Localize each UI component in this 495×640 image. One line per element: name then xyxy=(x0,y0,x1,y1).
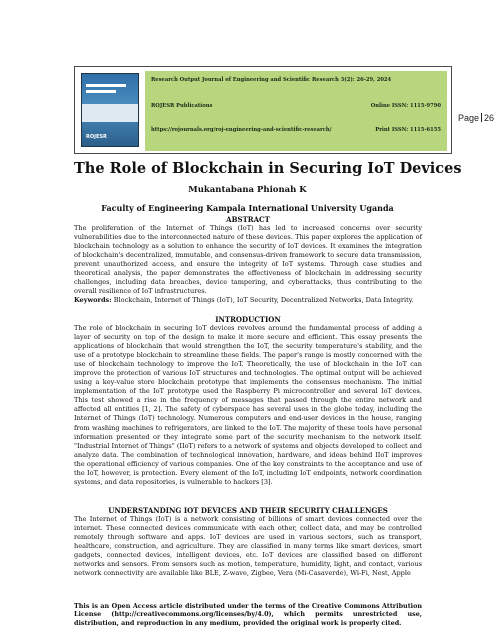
journal-url[interactable]: https://rojournals.org/roj-engineering-and-scientific-research/ xyxy=(151,127,332,133)
keywords-line xyxy=(74,296,422,305)
header-frame xyxy=(74,66,452,154)
abstract-text: The proliferation of the Internet of Things (IoT) has led to increased concerns over security vulnerabilities due to the interconnected nature of these devices. This paper explores the application of blockchain technology as a solution to enhance the security of IoT devices. It examines the integration of blockchain's decentralized, immutable, and consensus-driven framework to secure data transmission, prevent unauthorized access, and ensure the integrity of IoT systems. Through case studies and theoretical analysis, the paper demonstrates the effectiveness of blockchain in addressing security challenges, including data breaches, device tampering, and cyberattacks, thus contributing to the overall resilience of IoT infrastructures. xyxy=(74,224,422,296)
introduction-heading: INTRODUCTION xyxy=(215,315,281,324)
author-affiliation: Faculty of Engineering Kampala International University Uganda xyxy=(101,203,394,213)
cover-band xyxy=(82,104,138,122)
section-heading-iot-security: UNDERSTANDING IOT DEVICES AND THEIR SECURITY CHALLENGES xyxy=(108,506,388,515)
cover-logo: ROJESR xyxy=(86,134,107,140)
cover-strip xyxy=(86,90,116,93)
print-issn: Print ISSN: 1115-6155 xyxy=(375,127,441,133)
publisher-name: ROJESR Publications xyxy=(151,103,213,109)
page-divider xyxy=(481,113,482,122)
url-line xyxy=(151,127,447,133)
introduction-text: The role of blockchain in securing IoT devices revolves around the fundamental process of adding a layer of security on top of the design to make it more secure and efficient. This essay presents the applications of blockchain that would strengthen the IoT, the security temperature's stability, and the use of a prototype blockchain to streamline these fields. The paper's range is mostly concerned with the use of blockchain technology to improve the IoT. Theoretically, the use of blockchain in the IoT can improve the protection of various IoT structures and technologies. The optimal output will be achieved using a key-value store blockchain prototype that implements the consensus mechanism. The initial implementation of the IoT prototype used the Raspberry Pi microcontroller and several IoT devices. This test showed a rise in the frequency of messages that passed through the entire network and affected all entities [1, 2]. The safety of cyberspace has several uses in the globe today, including the Internet of Things (IoT) technology. Numerous computers and end-user devices in the house, ranging from washing machines to refrigerators, are linked to the IoT. The majority of these tools have personal information presented or they integrate some part of the security mechanism to the network itself. "Industrial Internet of Things" (IIoT) refers to a network of systems and objects developed to collect and analyze data. The combination of technological innovation, hardware, and ideas behind IIoT improves the operational efficiency of various companies. One of the key constraints to the acceptance and use of the IoT, however, is protection. Every element of the IoT, including IoT endpoints, network coordination systems, and data repositories, is vulnerable to hackers [3]. xyxy=(74,324,422,486)
journal-header xyxy=(74,66,452,154)
publisher-line xyxy=(151,103,447,109)
header-green-panel xyxy=(145,71,447,151)
online-issn: Online ISSN: 1115-9790 xyxy=(370,103,441,109)
abstract-heading: ABSTRACT xyxy=(226,215,270,224)
author-name: Mukantabana Phionah K xyxy=(188,185,307,195)
page-number xyxy=(458,113,494,123)
journal-cover-image xyxy=(81,73,139,147)
license-footer: This is an Open Access article distributed under the terms of the Creative Commons Attribution License (http://creativecommons.org/licenses/by/4.0), which permits unrestricted use, distribution, and reproduction in any medium, provided the original work is properly cited. xyxy=(74,602,422,627)
keywords-label: Keywords: xyxy=(74,296,112,304)
keywords-text: Blockchain, Internet of Things (IoT), IoT Security, Decentralized Networks, Data Integrity. xyxy=(113,296,414,304)
section-text-iot-security: The Internet of Things (IoT) is a network consisting of billions of smart devices connected over the internet. These connected devices communicate with each other, collect data, and may be controlled remotely through software and apps. IoT devices are used in various sectors, such as transport, healthcare, construction, and agriculture. They are classified in many terms like smart devices, smart gadgets, connected devices, intelligent devices, etc. IoT devices are classified based on different networks and sensors. From sensors such as motion, temperature, humidity, light, and contact, various network connectivity are available like BLE, Z-wave, Zigbee, Vera (Mi-Casaverde), Wi-Fi, Nest, Apple xyxy=(74,515,422,578)
journal-name: Research Output Journal of Engineering and Scientific Research 3(2): 26-29, 2024 xyxy=(151,77,392,83)
cover-strip xyxy=(86,84,126,87)
page-number-value: 26 xyxy=(484,113,495,123)
page-label: Page xyxy=(458,113,480,123)
paper-title: The Role of Blockchain in Securing IoT Devices xyxy=(74,160,462,177)
